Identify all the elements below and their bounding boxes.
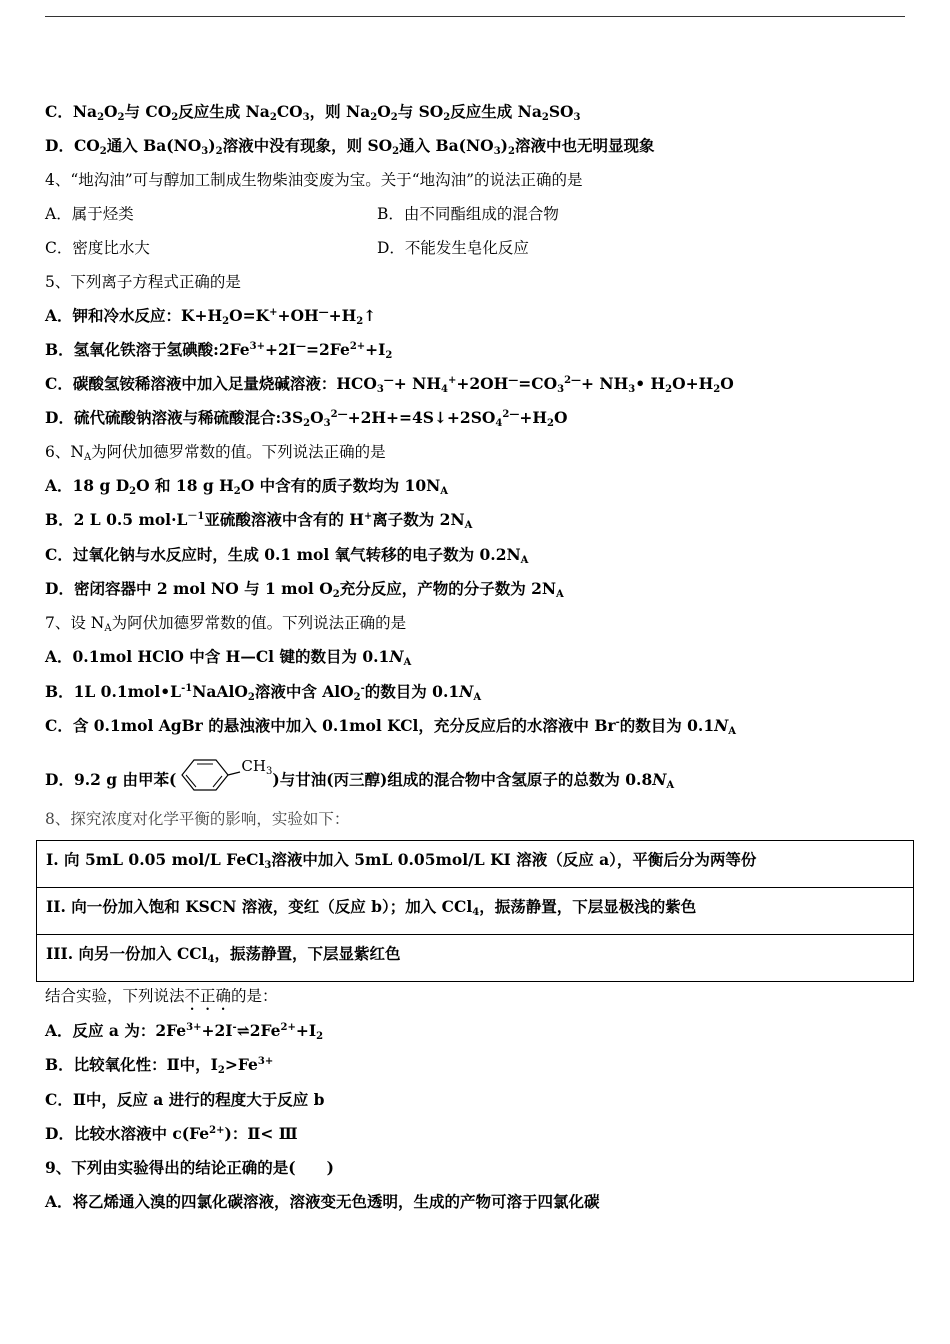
q9-option-a: A．将乙烯通入溴的四氯化碳溶液，溶液变无色透明，生成的产物可溶于四氯化碳 (45, 1192, 600, 1211)
q8-experiment-table (36, 840, 914, 982)
q5-option-d: D．硫代硫酸钠溶液与稀硫酸混合$:3S_2O_3^{2—}+2H+=4S↓+2SO_4^{2—}+H_2O$ (45, 408, 568, 429)
q5-option-a: A．钾和冷水反应：$K+H_2O=K^++OH^—+H_2↑$ (45, 306, 377, 327)
q6-option-b: B．2 L 0.5 $mol\cdot L^{-1}$亚硫酸溶液中含有的 H+离子数为 $2N_A$ (45, 510, 473, 531)
q5-option-b: B．氢氧化铁溶于氢碘酸$:2Fe^{3+}+2I^—=2Fe^{2+}+I_2$ (45, 340, 393, 361)
q7-option-d: D．9.2 g 由甲苯( $CH_3$ )与甘油(丙三醇)组成的混合物中含氢原子的总数为 $0.8N_A$ (45, 762, 674, 800)
table-row (37, 888, 914, 935)
q5-option-c: C．碳酸氢铵稀溶液中加入足量烧碱溶液：$HCO_3^—+ NH_4^++2OH^—=CO_3^{2—}+$ $NH_3•$ $H_2O+H_2O$ (45, 374, 734, 395)
q9-stem: 9、下列由实验得出的结论正确的是( ) (45, 1158, 334, 1177)
q3-option-c: C．$Na_2O_2$与 $CO_2$反应生成 $Na_2CO_3$，则 $Na_2O_2$与 $SO_2$反应生成 $Na_2SO_3$ (45, 102, 581, 123)
experiment-step-3: III. 向另一份加入 CCl$_4$，振荡静置，下层显紫红色 (37, 935, 914, 982)
q6-option-c: C．过氧化钠与水反应时，生成 0.1 mol 氧气转移的电子数为 $0.2N_A$ (45, 545, 529, 566)
q8-lead: 结合实验，下列说法不正确的是： (45, 987, 278, 1005)
table-row (37, 935, 914, 982)
table-row (37, 841, 914, 888)
q7-option-c: C．含 0.1mol AgBr 的悬浊液中加入 0.1mol KCl，充分反应后的水溶液中 Br-的数目为 $0.1N_A$ (45, 716, 737, 737)
q6-stem: 6、$N_A$为阿伏加德罗常数的值。下列说法正确的是 (45, 443, 386, 463)
q4-option-b: B．由不同酯组成的混合物 (377, 205, 559, 223)
q6-option-d: D．密闭容器中 2 mol NO 与 1 mol $O_2$充分反应，产物的分子数为 $2N_A$ (45, 579, 564, 600)
q8-stem: 8、探究浓度对化学平衡的影响，实验如下： (45, 810, 350, 828)
q8-option-d: D．比较水溶液中 $c(Fe^{2+})$：Ⅱ< Ⅲ (45, 1124, 298, 1143)
q4-stem: 4、“地沟油”可与醇加工制成生物柴油变废为宝。关于“地沟油”的说法正确的是 (45, 171, 583, 189)
q8-option-a: A．反应 a 为：$2Fe^{3+}+2I^-\rightleftharpoons 2Fe^{2+}+I_2$ (45, 1021, 324, 1042)
experiment-step-2: II. 向一份加入饱和 KSCN 溶液，变红（反应 b）；加入 CCl$_4$，振荡静置，下层显极浅的紫色 (37, 888, 914, 935)
q7-option-b: B．1L $0.1mol•L^{-1}NaAlO_2$溶液中含 AlO$_2$-的数目为 $0.1N_A$ (45, 682, 482, 703)
q4-option-d: D．不能发生皂化反应 (377, 239, 529, 257)
experiment-step-1: I. 向 5mL 0.05 mol/L FeCl$_3$溶液中加入 5mL 0.05mol/L KI 溶液（反应 a），平衡后分为两等份 (37, 841, 914, 888)
q7-stem: 7、设 $N_A$为阿伏加德罗常数的值。下列说法正确的是 (45, 614, 407, 634)
q5-stem: 5、下列离子方程式正确的是 (45, 273, 241, 291)
q8-option-c: C．Ⅱ中，反应 a 进行的程度大于反应 b (45, 1090, 325, 1109)
q4-option-c: C．密度比水大 (45, 239, 150, 257)
ch3-label: $CH_3$ (241, 757, 273, 777)
q3-option-d: D．$CO_2$通入 $Ba(NO_3)_2$溶液中没有现象，则 $SO_2$通入 $Ba(NO_3)_2$溶液中也无明显现象 (45, 136, 655, 157)
q4-option-a: A．属于烃类 (45, 205, 134, 223)
q6-option-a: A．18 g $D_2O$ 和 18 g $H_2O$ 中含有的质子数均为 $10N_A$ (45, 476, 449, 497)
q7-option-a: A．0.1mol HClO 中含 H—Cl 键的数目为 $0.1N_A$ (45, 647, 412, 668)
toluene-structure (176, 756, 272, 794)
header-rule (45, 16, 905, 17)
q8-option-b: B．比较氧化性：Ⅱ中，$I_2>Fe^{3+}$ (45, 1055, 274, 1076)
